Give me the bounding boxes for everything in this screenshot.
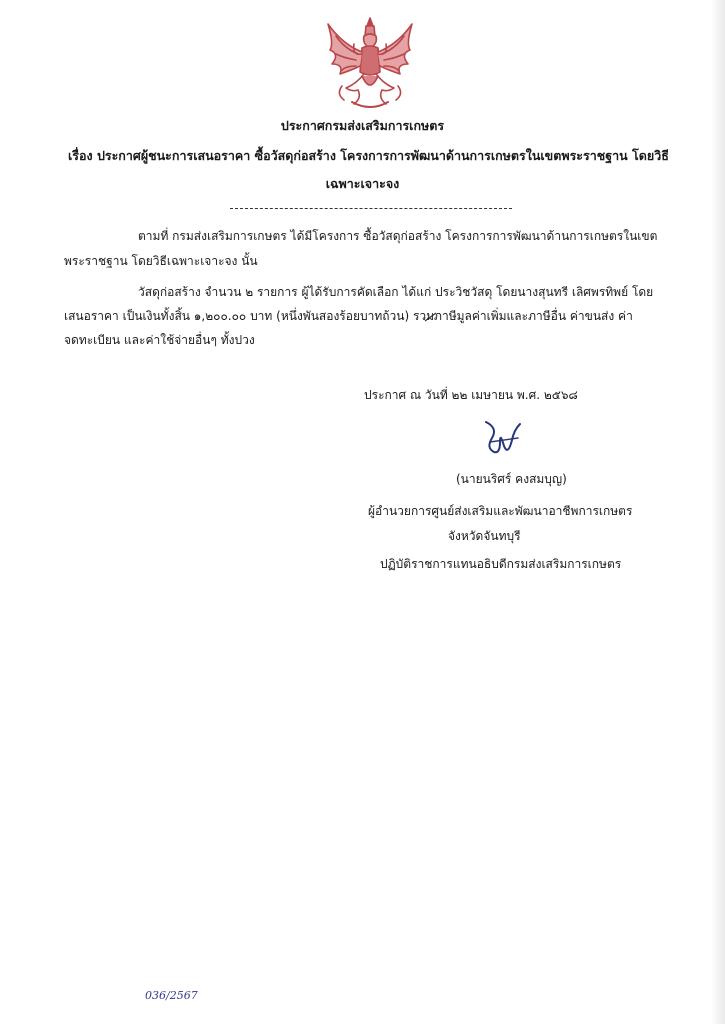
handwritten-note: 036/2567	[145, 989, 198, 1002]
garuda-emblem-icon	[322, 14, 418, 114]
agency-title: ประกาศกรมส่งเสริมการเกษตร	[280, 118, 445, 133]
pen-mark-icon	[424, 312, 438, 322]
paragraph-2-line-3: จดทะเบียน และค่าใช้จ่ายอื่นๆ ทั้งปวง	[64, 333, 255, 347]
scan-edge	[711, 0, 725, 1024]
paragraph-1-line-2: พระราชฐาน โดยวิธีเฉพาะเจาะจง นั้น	[64, 254, 258, 268]
divider	[230, 208, 512, 209]
subject-line-2: เฉพาะเจาะจง	[325, 176, 400, 191]
signer-position-1: ผู้อำนวยการศูนย์ส่งเสริมและพัฒนาอาชีพการเกษตร	[368, 504, 633, 518]
signer-position-2: จังหวัดจันทบุรี	[448, 529, 521, 543]
paragraph-1-line-1: ตามที่ กรมส่งเสริมการเกษตร ได้มีโครงการ ซื้อวัสดุก่อสร้าง โครงการการพัฒนาด้านการเกษตรในเขต	[138, 229, 658, 243]
signer-name: (นายนริศร์ คงสมบุญ)	[456, 472, 567, 486]
subject-line-1: เรื่อง ประกาศผู้ชนะการเสนอราคา ซื้อวัสดุก่อสร้าง โครงการการพัฒนาด้านการเกษตรในเขตพระราชฐาน โดยวิธี	[68, 148, 669, 163]
signer-position-3: ปฏิบัติราชการแทนอธิบดีกรมส่งเสริมการเกษตร	[380, 557, 622, 571]
announce-date: ประกาศ ณ วันที่ ๒๒ เมษายน พ.ศ. ๒๕๖๘	[364, 388, 578, 402]
signature-icon	[478, 418, 528, 458]
paragraph-2-line-2: เสนอราคา เป็นเงินทั้งสิ้น ๑,๒๐๐.๐๐ บาท (หนึ่งพันสองร้อยบาทถ้วน) รวมภาษีมูลค่าเพิ่มและภาษีอื่น ค่าขนส่ง ค่า	[64, 309, 633, 323]
paragraph-2-line-1: วัสดุก่อสร้าง จำนวน ๒ รายการ ผู้ได้รับการคัดเลือก ได้แก่ ประวิชวัสดุ โดยนางสุนทรี เลิศพรทิพย์ โดย	[138, 285, 654, 299]
